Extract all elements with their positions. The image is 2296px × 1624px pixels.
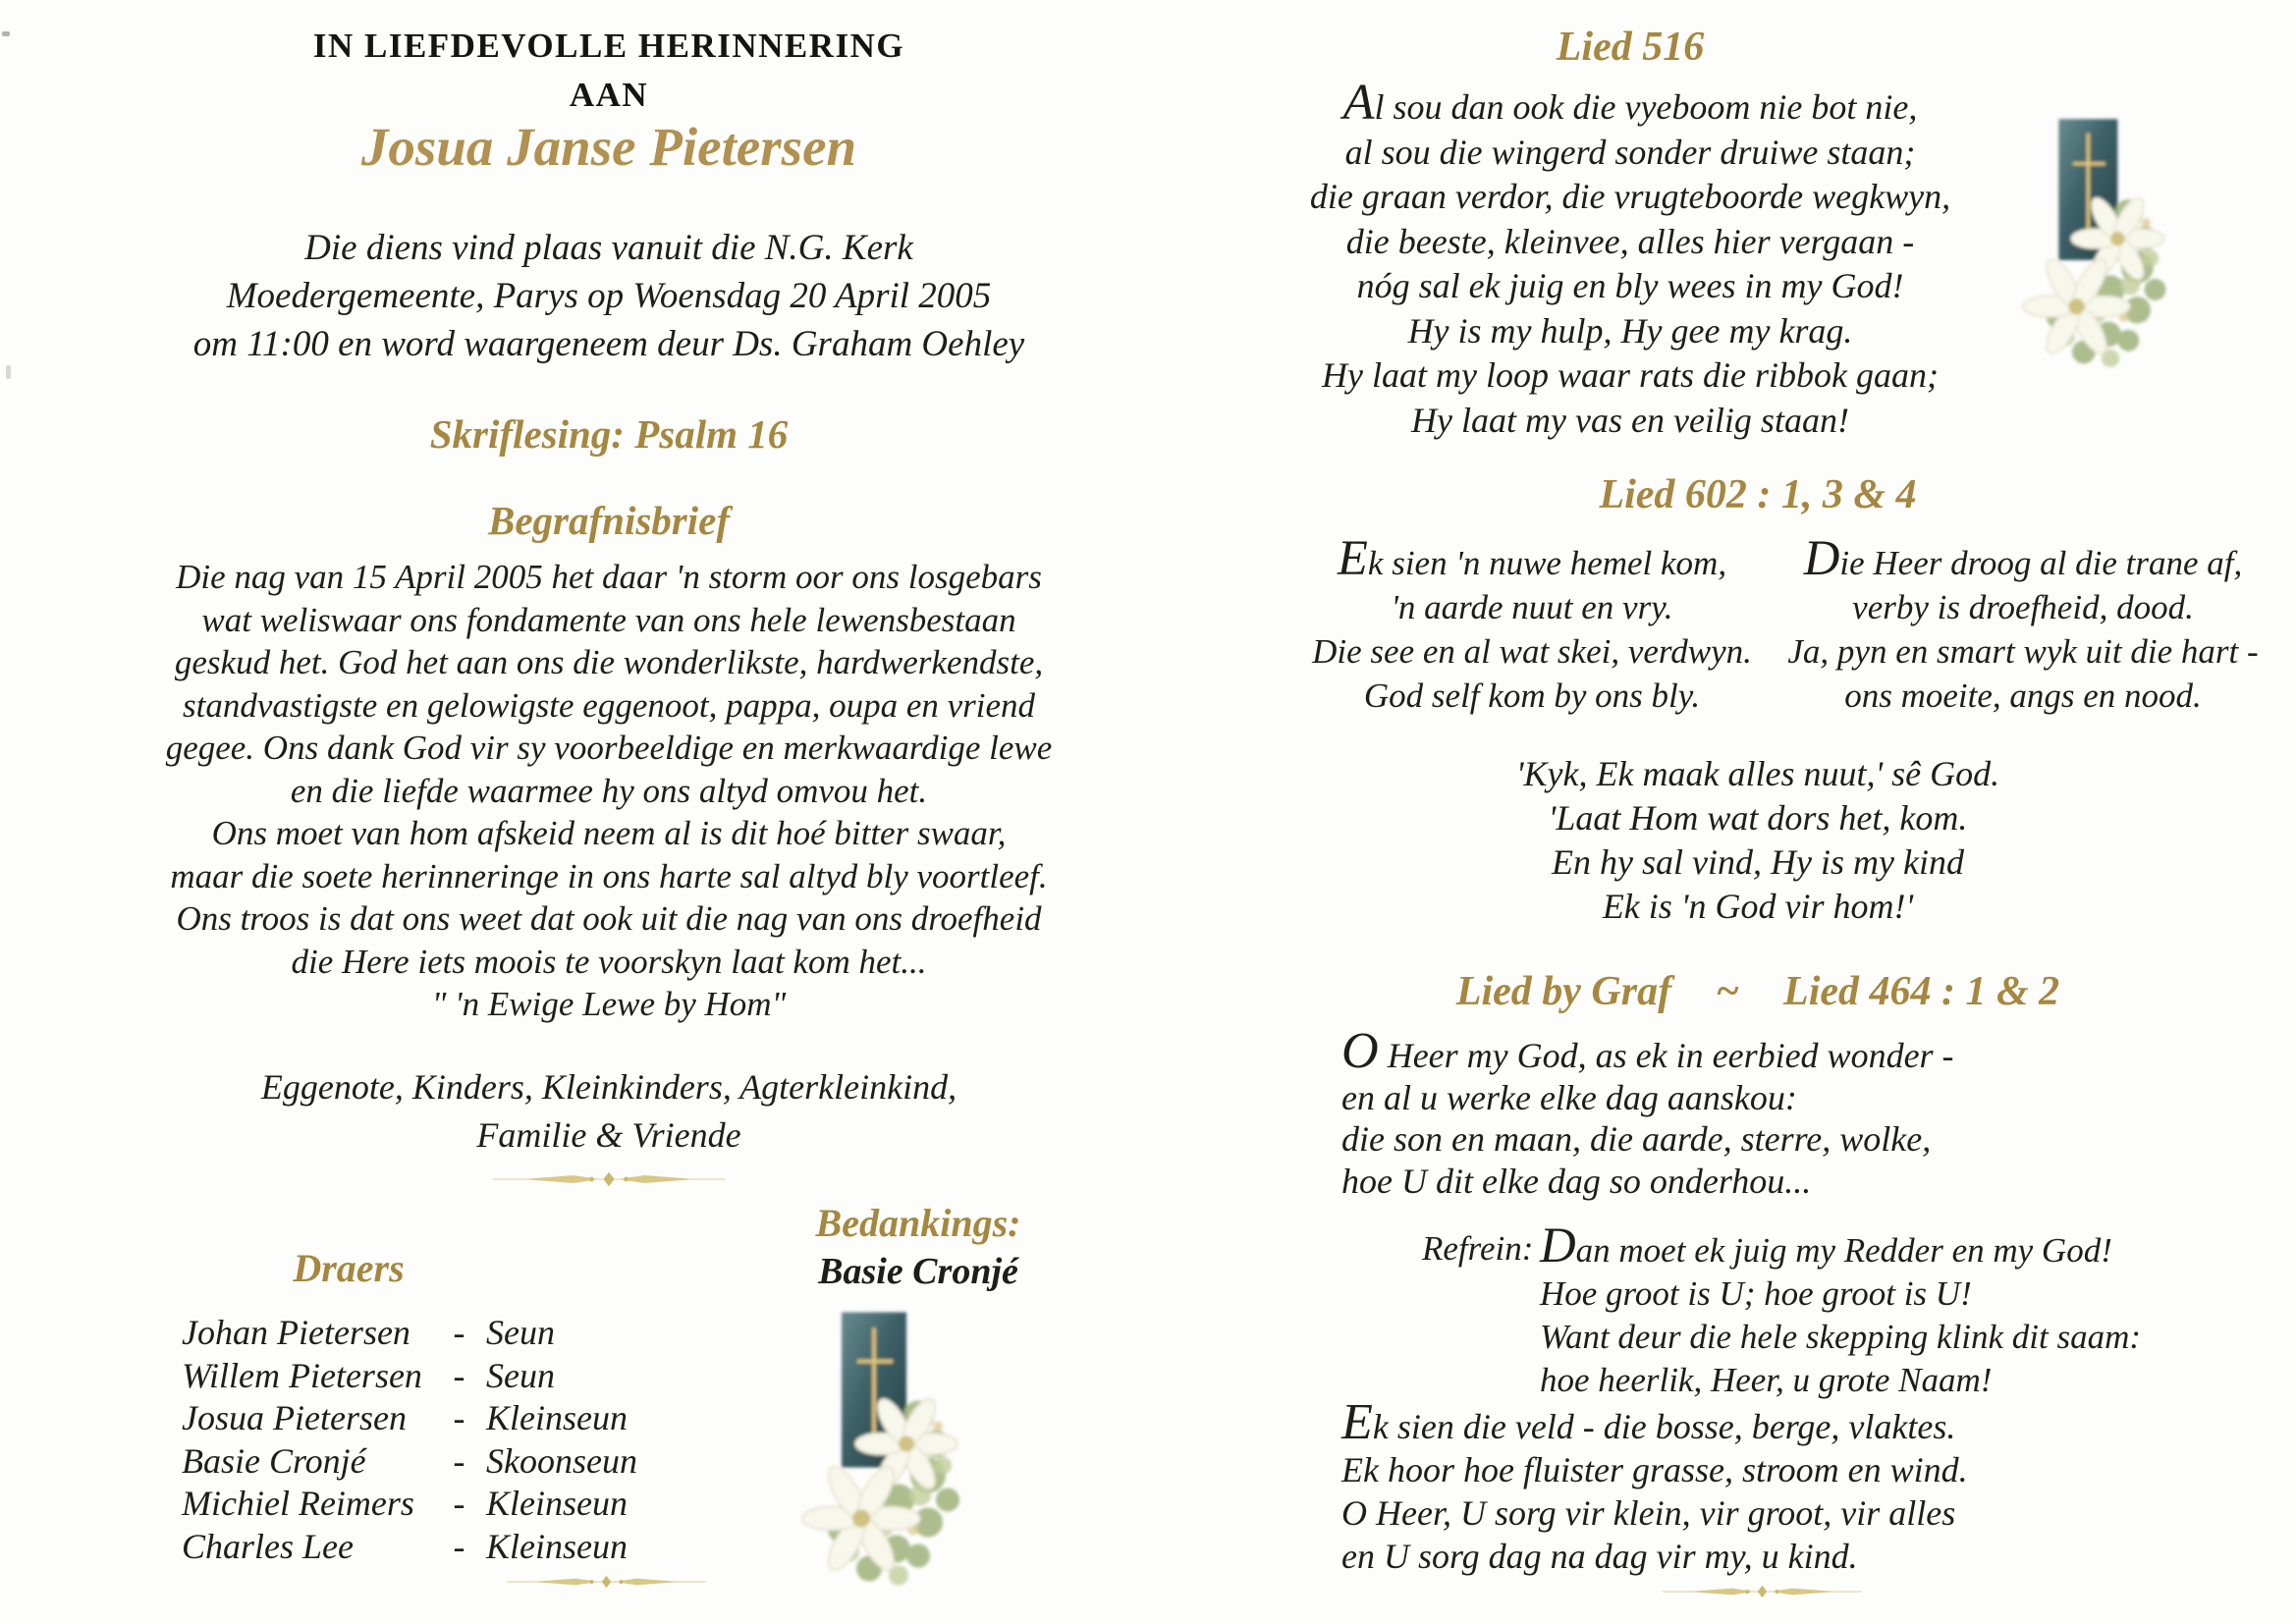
text-line: verby is droefheid, dood. [1852,588,2194,626]
text-line: Die nag van 15 April 2005 het daar 'n storm oor ons losgebars [176,558,1042,596]
dash-separator: - [453,1355,465,1395]
text-line: die graan verdor, die vrugteboorde wegkwyn, [1309,177,1951,216]
text-line: Die diens vind plaas vanuit die N.G. Kerk [304,228,913,268]
bearer-name: Willem Pietersen [182,1355,422,1395]
dash-separator: - [453,1398,465,1437]
text-line: Die see en al wat skei, verdwyn. [1312,632,1752,671]
text-line: hoe heerlik, Heer, u grote Naam! [1540,1361,1993,1399]
text-line: 'n aarde nuut en vry. [1391,588,1673,626]
text-line: die son en maan, die aarde, sterre, wolke, [1341,1119,1932,1159]
bearer-row [182,1483,702,1526]
text-line: Ek sien 'n nuwe hemel kom, [1337,530,1727,585]
cross-and-lilies-image [2003,106,2200,393]
text-line: wat weliswaar ons fondamente van ons hele lewensbestaan [201,600,1016,639]
thanks-name: Basie Cronjé [818,1251,1018,1292]
header-line-1: IN LIEFDEVOLLE HERINNERING [312,27,905,65]
gold-scroll-divider-icon [1662,1581,1863,1602]
bearer-row [182,1312,702,1355]
text-line: en U sorg dag na dag vir my, u kind. [1341,1537,1858,1576]
song1-verse [1208,74,2052,443]
graveside-song-heading [1365,968,2151,1015]
thanks-block [727,1200,1110,1293]
bearer-name: Charles Lee [182,1526,354,1566]
song3-verse1 [1341,1022,2029,1202]
bearer-relation: Kleinseun [486,1398,628,1437]
text-line: Ja, pyn en smart wyk uit die hart - [1787,632,2259,671]
dash-separator: - [453,1526,465,1566]
bearer-row [182,1526,702,1569]
text-line: Ons troos is dat ons weet dat ook uit die nag van ons droefheid [176,899,1042,938]
deceased-name: Josua Janse Pietersen [360,117,857,177]
family-signature [118,1063,1100,1160]
scan-artifact [6,365,11,379]
song1-heading: Lied 516 [1556,25,1705,70]
text-line: Hy laat my vas en veilig staan! [1411,400,1849,440]
text-line: ons moeite, angs en nood. [1844,677,2202,715]
bearer-relation: Kleinseun [486,1484,628,1523]
text-line: O Heer my God, as ek in eerbied wonder - [1341,1022,1954,1079]
quote-line: " 'n Ewige Lewe by Hom" [431,985,787,1023]
bearer-relation: Seun [486,1355,555,1395]
text-line: Ek sien die veld - die bosse, berge, vlaktes. [1341,1393,1956,1450]
cross-and-lilies-image [781,1296,997,1615]
thanks-heading: Bedankings: [815,1201,1021,1245]
song3-heading-right: Lied 464 : 1 & 2 [1783,969,2060,1014]
bearer-relation: Kleinseun [486,1526,628,1566]
text-line: en al u werke elke dag aanskou: [1341,1077,1797,1117]
text-line: Eggenote, Kinders, Kleinkinders, Agterkleinkind, [260,1067,957,1107]
bearer-row [182,1440,702,1484]
refrain-lines [1540,1218,2168,1402]
gold-scroll-divider-icon [491,1168,727,1190]
bearer-name: Johan Pietersen [182,1313,410,1352]
text-line: Moedergemeente, Parys op Woensdag 20 April 2005 [226,276,992,316]
scan-artifact [2,31,10,36]
text-line: Dan moet ek juig my Redder en my God! [1540,1218,2112,1272]
dash-separator: - [453,1440,465,1481]
bearer-name: Michiel Reimers [182,1484,414,1523]
dash-separator: - [453,1484,465,1523]
song2-stanza [1365,752,2151,929]
memorial-header [118,22,1100,120]
text-line: maar die soete herinneringe in ons harte sal altyd bly voortleef. [170,856,1048,895]
bearers-list [182,1312,702,1568]
text-line: die beeste, kleinvee, alles hier vergaan - [1345,221,1915,261]
bearer-name: Basie Cronjé [182,1440,366,1481]
text-line: Ek is 'n God vir hom!' [1602,887,1914,926]
service-details [69,224,1149,368]
text-line: Die Heer droog al die trane af, [1803,530,2243,585]
funeral-letter-body [83,556,1134,1026]
text-line: God self kom by ons bly. [1363,677,1701,715]
text-line: Ek hoor hoe fluister grasse, stroom en wind. [1341,1450,1968,1489]
text-line: 'Kyk, Ek maak alles nuut,' sê God. [1515,754,2000,793]
bearers-heading: Draers [293,1246,405,1290]
text-line: Hy laat my loop waar rats die ribbok gaan; [1322,355,1939,395]
text-line: Al sou dan ook die vyeboom nie bot nie, [1342,74,1918,131]
bearer-row [182,1355,702,1398]
tilde-separator: ~ [1716,969,1740,1014]
gold-scroll-divider-icon [506,1571,707,1593]
bearer-relation: Skoonseun [486,1440,637,1481]
text-line: om 11:00 en word waargeneem deur Ds. Graham Oehley [192,324,1025,364]
text-line: geskud het. God het aan ons die wonderlikste, hardwerkendste, [174,643,1044,681]
song3-verse2 [1341,1393,2029,1578]
text-line: Want deur die hele skepping klink dit saam: [1540,1318,2142,1356]
text-line: hoe U dit elke dag so onderhou... [1341,1161,1812,1201]
dash-separator: - [453,1313,465,1352]
header-line-2: AAN [569,76,649,114]
text-line: En hy sal vind, Hy is my kind [1552,842,1964,882]
text-line: Familie & Vriende [476,1115,741,1155]
song3-heading-left: Lied by Graf [1455,969,1672,1014]
text-line: Hoe groot is U; hoe groot is U! [1540,1274,1972,1313]
text-line: O Heer, U sorg vir klein, vir groot, vir alles [1341,1493,1956,1533]
bearer-row [182,1397,702,1440]
bearer-relation: Seun [486,1313,555,1352]
text-line: gegee. Ons dank God vir sy voorbeeldige en merkwaardige lewe [165,729,1053,767]
text-line: standvastigste en gelowigste eggenoot, pappa, oupa en vriend [182,685,1036,725]
text-line: en die liefde waarmee hy ons altyd omvou het. [290,771,928,810]
song2-column-right [1763,530,2283,718]
text-line: die Here iets moois te voorskyn laat kom het... [291,942,927,981]
text-line: Ons moet van hom afskeid neem al is dit hoé bitter swaar, [211,814,1007,852]
text-line: Hy is my hulp, Hy gee my krag. [1407,310,1853,351]
scripture-heading: Skriflesing: Psalm 16 [429,411,789,457]
funeral-letter-heading: Begrafnisbrief [488,498,730,543]
text-line: al sou die wingerd sonder druiwe staan; [1344,132,1916,172]
song2-column-left [1267,530,1797,718]
text-line: 'Laat Hom wat dors het, kom. [1548,798,1968,838]
refrain-label: Refrein: [1422,1229,1534,1268]
bearer-name: Josua Pietersen [182,1398,407,1437]
song2-heading: Lied 602 : 1, 3 & 4 [1599,472,1917,517]
text-line: nóg sal ek juig en bly wees in my God! [1356,266,1904,305]
